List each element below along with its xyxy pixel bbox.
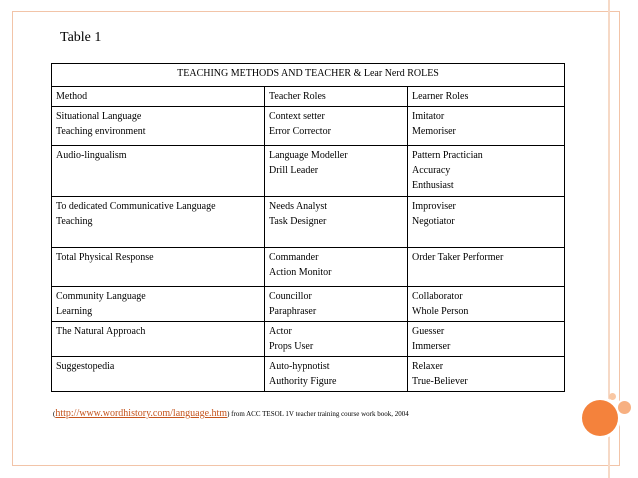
column-header-row bbox=[52, 87, 565, 107]
method-cell bbox=[52, 197, 265, 248]
table-row bbox=[52, 146, 565, 197]
cell-line: Needs Analyst bbox=[269, 201, 328, 212]
learner-role-cell bbox=[408, 322, 565, 357]
teacher-role-cell bbox=[265, 146, 408, 197]
roles-table bbox=[51, 63, 565, 392]
cell-line: Memoriser bbox=[412, 126, 456, 137]
table-title: TEACHING METHODS AND TEACHER & Lear Nerd ROLES bbox=[52, 64, 565, 87]
learner-role-cell bbox=[408, 357, 565, 392]
source-open-paren: ( bbox=[53, 410, 56, 418]
teacher-role-cell bbox=[265, 322, 408, 357]
cell-line: Drill Leader bbox=[269, 165, 319, 176]
header-method: Method bbox=[52, 87, 265, 107]
method-cell bbox=[52, 146, 265, 197]
cell-line: Actor bbox=[269, 326, 292, 337]
cell-line: Collaborator bbox=[412, 291, 463, 302]
cell-line: Commander bbox=[269, 252, 319, 263]
learner-role-cell bbox=[408, 248, 565, 287]
cell-line: Learning bbox=[56, 306, 93, 317]
cell-line: Total Physical Response bbox=[56, 252, 154, 263]
table-row bbox=[52, 357, 565, 392]
teacher-role-cell bbox=[265, 287, 408, 322]
cell-line: The Natural Approach bbox=[56, 326, 146, 337]
table-row bbox=[52, 287, 565, 322]
method-cell bbox=[52, 322, 265, 357]
cell-line: Suggestopedia bbox=[56, 361, 115, 372]
table-caption: Table 1 bbox=[60, 30, 102, 45]
cell-line: Teaching bbox=[56, 216, 93, 227]
source-text: ) from ACC TESOL 1V teacher training course work book, 2004 bbox=[227, 410, 409, 418]
cell-line: Order Taker Performer bbox=[412, 252, 504, 263]
method-cell bbox=[52, 107, 265, 146]
table-title-row bbox=[52, 64, 565, 87]
cell-line: Enthusiast bbox=[412, 180, 454, 191]
header-learner-roles: Learner Roles bbox=[408, 87, 565, 107]
cell-line: Authority Figure bbox=[269, 376, 337, 387]
cell-line: Paraphraser bbox=[269, 306, 317, 317]
cell-line: Councillor bbox=[269, 291, 312, 302]
decorative-circle-small-b bbox=[609, 393, 616, 400]
table-row bbox=[52, 322, 565, 357]
cell-line: Accuracy bbox=[412, 165, 451, 176]
cell-line: Context setter bbox=[269, 111, 325, 122]
cell-line: Imitator bbox=[412, 111, 445, 122]
teacher-role-cell bbox=[265, 107, 408, 146]
cell-line: Action Monitor bbox=[269, 267, 332, 278]
cell-line: Community Language bbox=[56, 291, 146, 302]
learner-role-cell bbox=[408, 146, 565, 197]
cell-line: Immerser bbox=[412, 341, 451, 352]
learner-role-cell bbox=[408, 107, 565, 146]
cell-line: Improviser bbox=[412, 201, 456, 212]
teacher-role-cell bbox=[265, 197, 408, 248]
cell-line: Audio-lingualism bbox=[56, 150, 127, 161]
cell-line: Error Corrector bbox=[269, 126, 331, 137]
learner-role-cell bbox=[408, 197, 565, 248]
teacher-role-cell bbox=[265, 248, 408, 287]
cell-line: Auto-hypnotist bbox=[269, 361, 330, 372]
source-note bbox=[53, 408, 409, 419]
cell-line: Pattern Practician bbox=[412, 150, 483, 161]
cell-line: Teaching environment bbox=[56, 126, 146, 137]
cell-line: Situational Language bbox=[56, 111, 142, 122]
teacher-role-cell bbox=[265, 357, 408, 392]
learner-role-cell bbox=[408, 287, 565, 322]
cell-line: To dedicated Communicative Language bbox=[56, 201, 216, 212]
method-cell bbox=[52, 287, 265, 322]
table-row bbox=[52, 107, 565, 146]
cell-line: Props User bbox=[269, 341, 314, 352]
method-cell bbox=[52, 357, 265, 392]
cell-line: Negotiator bbox=[412, 216, 455, 227]
table-row bbox=[52, 197, 565, 248]
cell-line: Language Modeller bbox=[269, 150, 348, 161]
table-row bbox=[52, 248, 565, 287]
source-link[interactable]: http://www.wordhistory.com/language.htm bbox=[55, 408, 228, 419]
header-teacher-roles: Teacher Roles bbox=[265, 87, 408, 107]
cell-line: Task Designer bbox=[269, 216, 327, 227]
cell-line: Whole Person bbox=[412, 306, 469, 317]
cell-line: Guesser bbox=[412, 326, 445, 337]
decorative-circle-large bbox=[582, 400, 618, 436]
cell-line: Relaxer bbox=[412, 361, 444, 372]
cell-line: True-Believer bbox=[412, 376, 468, 387]
method-cell bbox=[52, 248, 265, 287]
decorative-circle-small-a bbox=[616, 399, 633, 416]
